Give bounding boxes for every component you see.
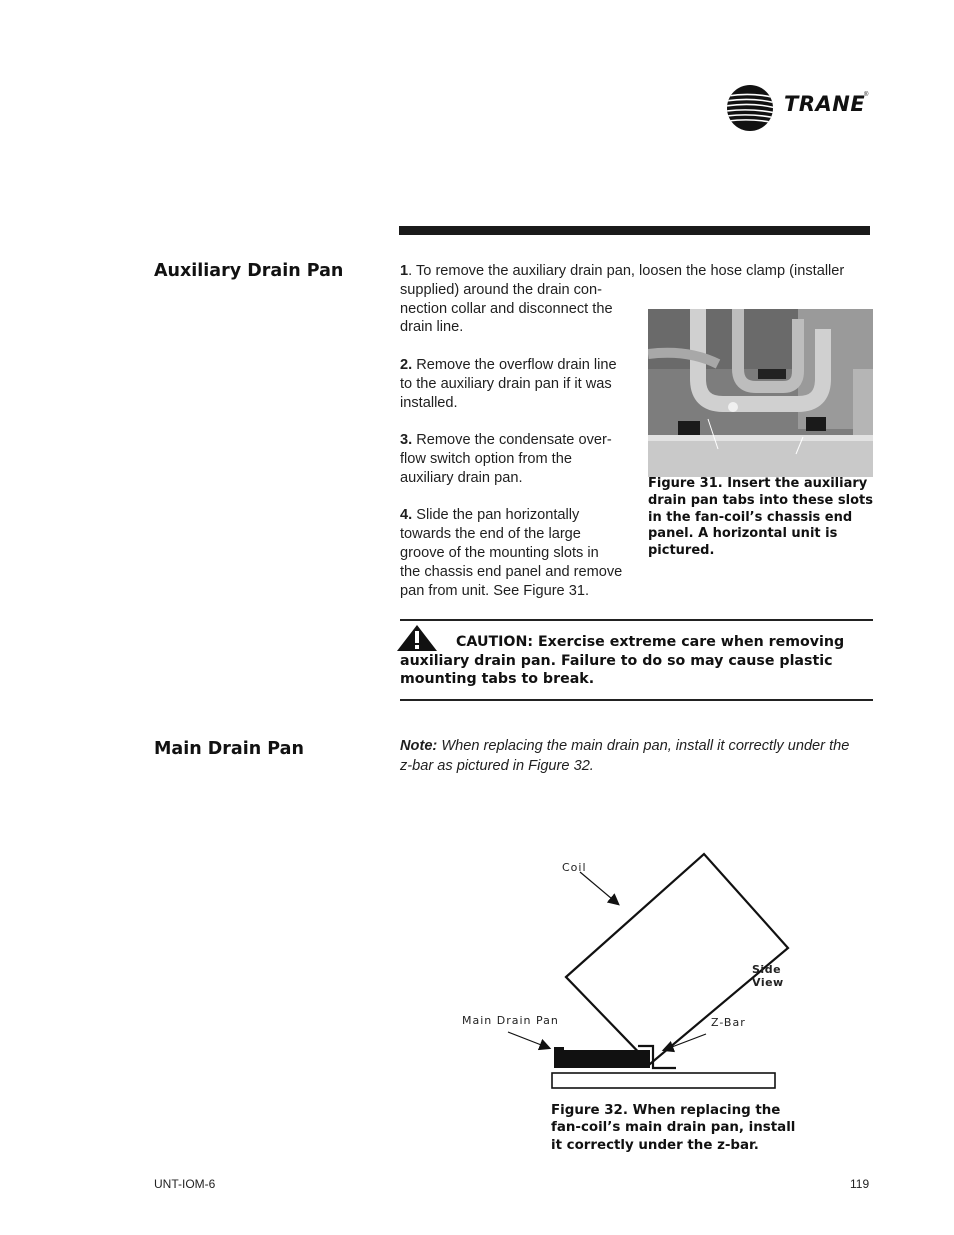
step-text: towards the end of the large — [400, 526, 581, 543]
brand-name: TRANE — [784, 92, 866, 116]
step-text: Remove the condensate over- — [412, 432, 612, 449]
caution-bottom-rule — [400, 699, 873, 701]
figure-31-photo — [648, 309, 873, 477]
base-plate — [552, 1073, 775, 1088]
step-text: groove of the mounting slots in — [400, 544, 599, 561]
step-text: drain line. — [400, 319, 464, 336]
section-heading-main-drain-pan: Main Drain Pan — [154, 739, 304, 759]
coil-shape — [566, 854, 788, 1064]
z-bar-label: Z-Bar — [711, 1016, 746, 1029]
step-text: pan from unit. See Figure 31. — [400, 582, 590, 599]
step-text: Slide the pan horizontally — [412, 507, 580, 524]
step-number: 4. — [400, 507, 413, 524]
caption-line: pictured. — [648, 543, 715, 559]
view-label: View — [752, 976, 784, 989]
registered-mark: ® — [864, 92, 869, 98]
main-drain-pan-label: Main Drain Pan — [462, 1014, 559, 1027]
caption-line: drain pan tabs into these slots — [648, 492, 873, 508]
steps-list — [400, 356, 640, 619]
note — [400, 737, 875, 776]
doc-id: UNT-IOM-6 — [154, 1177, 216, 1191]
step-2 — [400, 356, 640, 412]
caution-top-rule — [400, 619, 873, 621]
figure-31-caption — [648, 476, 876, 560]
trane-logo — [726, 84, 876, 134]
caution-line: mounting tabs to break. — [400, 671, 595, 688]
step-text: installed. — [400, 394, 458, 411]
coil-label: Coil — [562, 861, 587, 874]
caption-line: panel. A horizontal unit is — [648, 526, 838, 542]
step-text: to the auxiliary drain pan if it was — [400, 375, 612, 392]
figure-32-diagram — [440, 840, 800, 1100]
side-label: Side — [752, 963, 782, 976]
note-text: z-bar as pictured in Figure 32. — [400, 757, 594, 774]
step-number: 3. — [400, 432, 413, 449]
note-text: When replacing the main drain pan, install it correctly under the — [437, 738, 850, 754]
step-text: the chassis end panel and remove — [400, 563, 623, 580]
section-heading-auxiliary-drain-pan: Auxiliary Drain Pan — [154, 261, 344, 281]
caption-line: Figure 31. Insert the auxiliary — [648, 476, 868, 491]
drain-pan-arrow — [508, 1032, 549, 1048]
header-rule — [399, 226, 870, 235]
coil-arrow — [580, 872, 618, 904]
caption-line: in the fan-coil’s chassis end — [648, 509, 853, 525]
caution-line: CAUTION: Exercise extreme care when removing — [456, 634, 845, 650]
step-text: supplied) around the drain con- — [400, 281, 603, 298]
caution-line: auxiliary drain pan. Failure to do so may cause plastic — [400, 652, 833, 669]
caution-message — [400, 633, 873, 689]
step-text: . To remove the auxiliary drain pan, loosen the hose clamp (installer — [408, 263, 845, 279]
step-text: flow switch option from the — [400, 450, 572, 467]
caption-line: it correctly under the z-bar. — [551, 1137, 759, 1153]
trane-globe-icon — [726, 84, 778, 134]
main-drain-pan-shape — [554, 1050, 650, 1068]
caption-line: fan-coil’s main drain pan, install — [551, 1120, 796, 1136]
page-number: 119 — [850, 1177, 870, 1191]
step-number: 1 — [400, 263, 409, 279]
caption-line: Figure 32. When replacing the — [551, 1103, 781, 1118]
step-text: nection collar and disconnect the — [400, 300, 613, 317]
note-label: Note: — [400, 738, 438, 754]
step-text: auxiliary drain pan. — [400, 469, 523, 486]
figure-32-caption — [551, 1102, 811, 1154]
step-text: Remove the overflow drain line — [412, 357, 617, 373]
step-number: 2. — [400, 357, 413, 373]
step-3 — [400, 431, 640, 487]
step-4 — [400, 506, 640, 600]
